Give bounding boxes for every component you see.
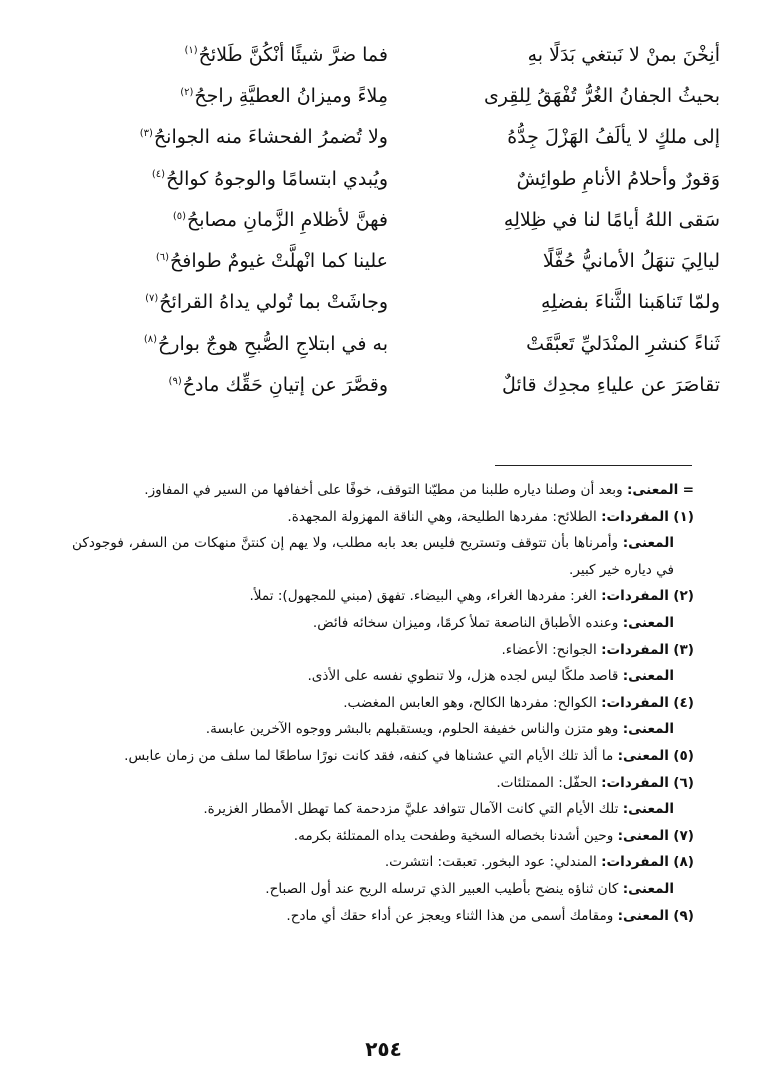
footnote-text: الغر: مفردها الغراء، وهي البيضاء. تفهق (مبني للمجهول): تملأ. xyxy=(249,588,597,605)
verse-first-hemistich: ثَناءً كنشرِ المنْدَليِّ تَعبَّقَتْ xyxy=(526,332,720,355)
footnote-entry xyxy=(72,610,694,637)
footnote-number: = xyxy=(682,482,694,498)
footnote-entry xyxy=(72,903,694,930)
verse-second-text: فهنَّ لأظلامِ الزَّمانِ مصابحُ xyxy=(187,208,388,231)
verse-second-hemistich xyxy=(70,333,388,355)
footnote-ref: (٢) xyxy=(180,86,194,98)
footnote-entry xyxy=(72,504,694,531)
footnote-entry xyxy=(72,583,694,610)
footnotes xyxy=(72,477,694,929)
footnote-entry xyxy=(72,743,694,770)
verse-line xyxy=(70,75,720,116)
footnote-text: وبعد أن وصلنا دياره طلبنا من مطيّنا التوقف، خوفًا على أخفافها من السير في المفاوز. xyxy=(144,482,623,498)
footnote-number: (٩) xyxy=(673,907,694,924)
footnote-label: المعنى: xyxy=(626,482,679,498)
footnote-entry xyxy=(72,690,694,717)
verse-first-hemistich: بحيثُ الجفانُ الغُرُّ تُفْهَقُ لِلقِرى xyxy=(483,84,720,107)
footnote-number: (٣) xyxy=(673,641,694,658)
footnote-entry xyxy=(72,796,694,823)
footnote-label: المعنى: xyxy=(617,747,669,764)
verse-second-hemistich xyxy=(70,250,388,272)
verse-second-text: وجاشَتْ بما تُولي يداهُ القرائحُ xyxy=(159,291,388,314)
footnote-number: (٤) xyxy=(673,694,694,711)
footnote-number: (٧) xyxy=(673,827,694,844)
verse-line xyxy=(70,323,720,364)
footnote-label: المعنى: xyxy=(622,801,674,818)
footnote-entry xyxy=(72,849,694,876)
footnote-entry xyxy=(72,716,694,743)
footnote-entry xyxy=(72,876,694,903)
verse-first-hemistich: أنِخْنَ بمنْ لا نَبتغي بَدَلًا بهِ xyxy=(527,43,720,66)
footnote-label: المفردات: xyxy=(601,588,669,605)
verse-second-hemistich xyxy=(70,126,388,148)
verse-first-hemistich: سَقى اللهُ أيامًا لنا في ظِلالِهِ xyxy=(503,208,720,231)
footnote-text: الطلائح: مفردها الطليحة، وهي الناقة المهزولة المجهدة. xyxy=(287,508,597,525)
footnote-label: المعنى: xyxy=(622,614,674,631)
footnote-label: المعنى: xyxy=(622,668,674,685)
footnote-ref: (٣) xyxy=(139,127,153,139)
verse-first-hemistich: ولمّا تَناهَبنا الثَّناءَ بفضلِهِ xyxy=(540,291,720,314)
footnote-text: المندلي: عود البخور. تعبقت: انتشرت. xyxy=(384,854,597,871)
footnote-label: المعنى: xyxy=(617,827,669,844)
footnote-label: المفردات: xyxy=(601,694,669,711)
verse-second-text: ولا تُضمرُ الفحشاءَ منه الجوانحُ xyxy=(153,126,388,149)
footnote-divider xyxy=(495,465,692,466)
verse-second-hemistich xyxy=(70,44,388,66)
footnote-text: الكوالح: مفردها الكالح، وهو العابس المغضب. xyxy=(343,694,597,711)
footnote-label: المعنى: xyxy=(622,880,674,897)
footnote-entry xyxy=(72,823,694,850)
footnote-text: الحفّل: الممتلئات. xyxy=(496,774,597,791)
footnote-ref: (١) xyxy=(184,45,198,57)
page-number: ٢٥٤ xyxy=(365,1037,402,1061)
footnote-label: المفردات: xyxy=(601,854,669,871)
footnote-ref: (٦) xyxy=(155,251,170,263)
footnote-entry xyxy=(72,637,694,664)
verse-line xyxy=(70,240,720,281)
footnote-ref: (٩) xyxy=(168,375,182,387)
verse-line xyxy=(70,199,720,240)
footnote-text: الجوانح: الأعضاء. xyxy=(501,641,597,658)
footnote-text: ما ألذ تلك الأيام التي عشناها في كنفه، فقد كانت نورًا ساطعًا لما سلف من زمان عابس. xyxy=(124,747,614,764)
verse-first-hemistich: وَقورٌ وأحلامُ الأنامِ طوائِشٌ xyxy=(516,167,720,190)
verse-first-hemistich: تقاصَرَ عن علياءِ مجدِك قائلٌ xyxy=(502,374,720,397)
footnote-label: المعنى: xyxy=(617,907,669,924)
verse-second-text: به في ابتلاجِ الصُّبحِ هوجٌ بوارحُ xyxy=(158,332,388,355)
footnote-number: (٨) xyxy=(673,854,694,871)
verse-first-hemistich: إلى ملكٍ لا يألَفُ الهَزْلَ جِدُّهُ xyxy=(507,126,720,149)
verse-first-hemistich: ليالِيَ تنهَلُ الأمانيُّ حُفَّلًا xyxy=(542,250,720,273)
poem-verses xyxy=(70,34,720,406)
footnote-number: (٦) xyxy=(673,774,694,791)
footnote-number: (٥) xyxy=(673,747,694,764)
footnote-label: المفردات: xyxy=(601,508,669,525)
verse-line xyxy=(70,364,720,405)
verse-second-hemistich xyxy=(70,168,388,190)
footnote-text: ومقامك أسمى من هذا الثناء ويعجز عن أداء حقك أي مادح. xyxy=(286,907,614,924)
verse-line xyxy=(70,158,720,199)
footnote-text: وحين أشدنا بخصاله السخية وطفحت يداه الممتلئة بكرمه. xyxy=(293,827,614,844)
footnote-ref: (٥) xyxy=(172,210,187,222)
verse-second-hemistich xyxy=(70,374,388,396)
verse-second-text: ويُبدي ابتسامًا والوجوهُ كوالحُ xyxy=(166,167,388,190)
footnote-ref: (٨) xyxy=(143,334,158,346)
verse-second-text: علينا كما انْهلَّتْ غيومٌ طوافحُ xyxy=(170,250,388,273)
verse-line xyxy=(70,34,720,75)
footnote-label: المفردات: xyxy=(601,774,669,791)
footnote-text: تلك الأيام التي كانت الآمال تتوافد عليَّ مزدحمة كما تهطل الأمطار الغزيرة. xyxy=(203,801,619,818)
verse-second-text: وقصَّرَ عن إتيانِ حَقِّك مادحُ xyxy=(182,374,388,397)
footnote-entry xyxy=(72,770,694,797)
footnote-label: المعنى: xyxy=(622,535,674,552)
footnote-text: قاصد ملكًا ليس لجده هزل، ولا تنطوي نفسه على الأذى. xyxy=(307,668,619,685)
footnote-entry xyxy=(72,477,694,504)
footnote-number: (١) xyxy=(673,508,694,525)
footnote-text: كان ثناؤه ينضح بأطيب العبير الذي ترسله الريح عند أول الصباح. xyxy=(265,880,619,897)
footnote-label: المعنى: xyxy=(622,721,674,738)
footnote-number: (٢) xyxy=(673,588,694,605)
footnote-label: المفردات: xyxy=(601,641,669,658)
verse-second-hemistich xyxy=(70,209,388,231)
footnote-ref: (٧) xyxy=(145,293,159,305)
footnote-ref: (٤) xyxy=(151,169,166,181)
verse-line xyxy=(70,282,720,323)
footnote-entry xyxy=(72,663,694,690)
verse-second-text: مِلاءً وميزانُ العطيَّةِ راجحُ xyxy=(194,84,388,107)
verse-second-hemistich xyxy=(70,85,388,107)
verse-second-text: فما ضرَّ شيئًا أنْكُنَّ طَلائحُ xyxy=(198,43,388,66)
footnote-text: وعنده الأطباق الناصعة تملأ كرمًا، وميزان سخائه فائض. xyxy=(312,614,619,631)
footnote-text: وهو متزن والناس خفيفة الحلوم، ويستقبلهم بالبشر ووجوه الآخرين عابسة. xyxy=(205,721,619,738)
verse-second-hemistich xyxy=(70,291,388,313)
verse-line xyxy=(70,117,720,158)
footnote-entry xyxy=(72,530,694,583)
footnote-text: وأمرناها بأن تتوقف وتستريح فليس بعد بابه مطلب، ولا يهم إن كنتنَّ منهكات من السفر، فوجودكن في دياره خير كبير. xyxy=(72,535,674,578)
